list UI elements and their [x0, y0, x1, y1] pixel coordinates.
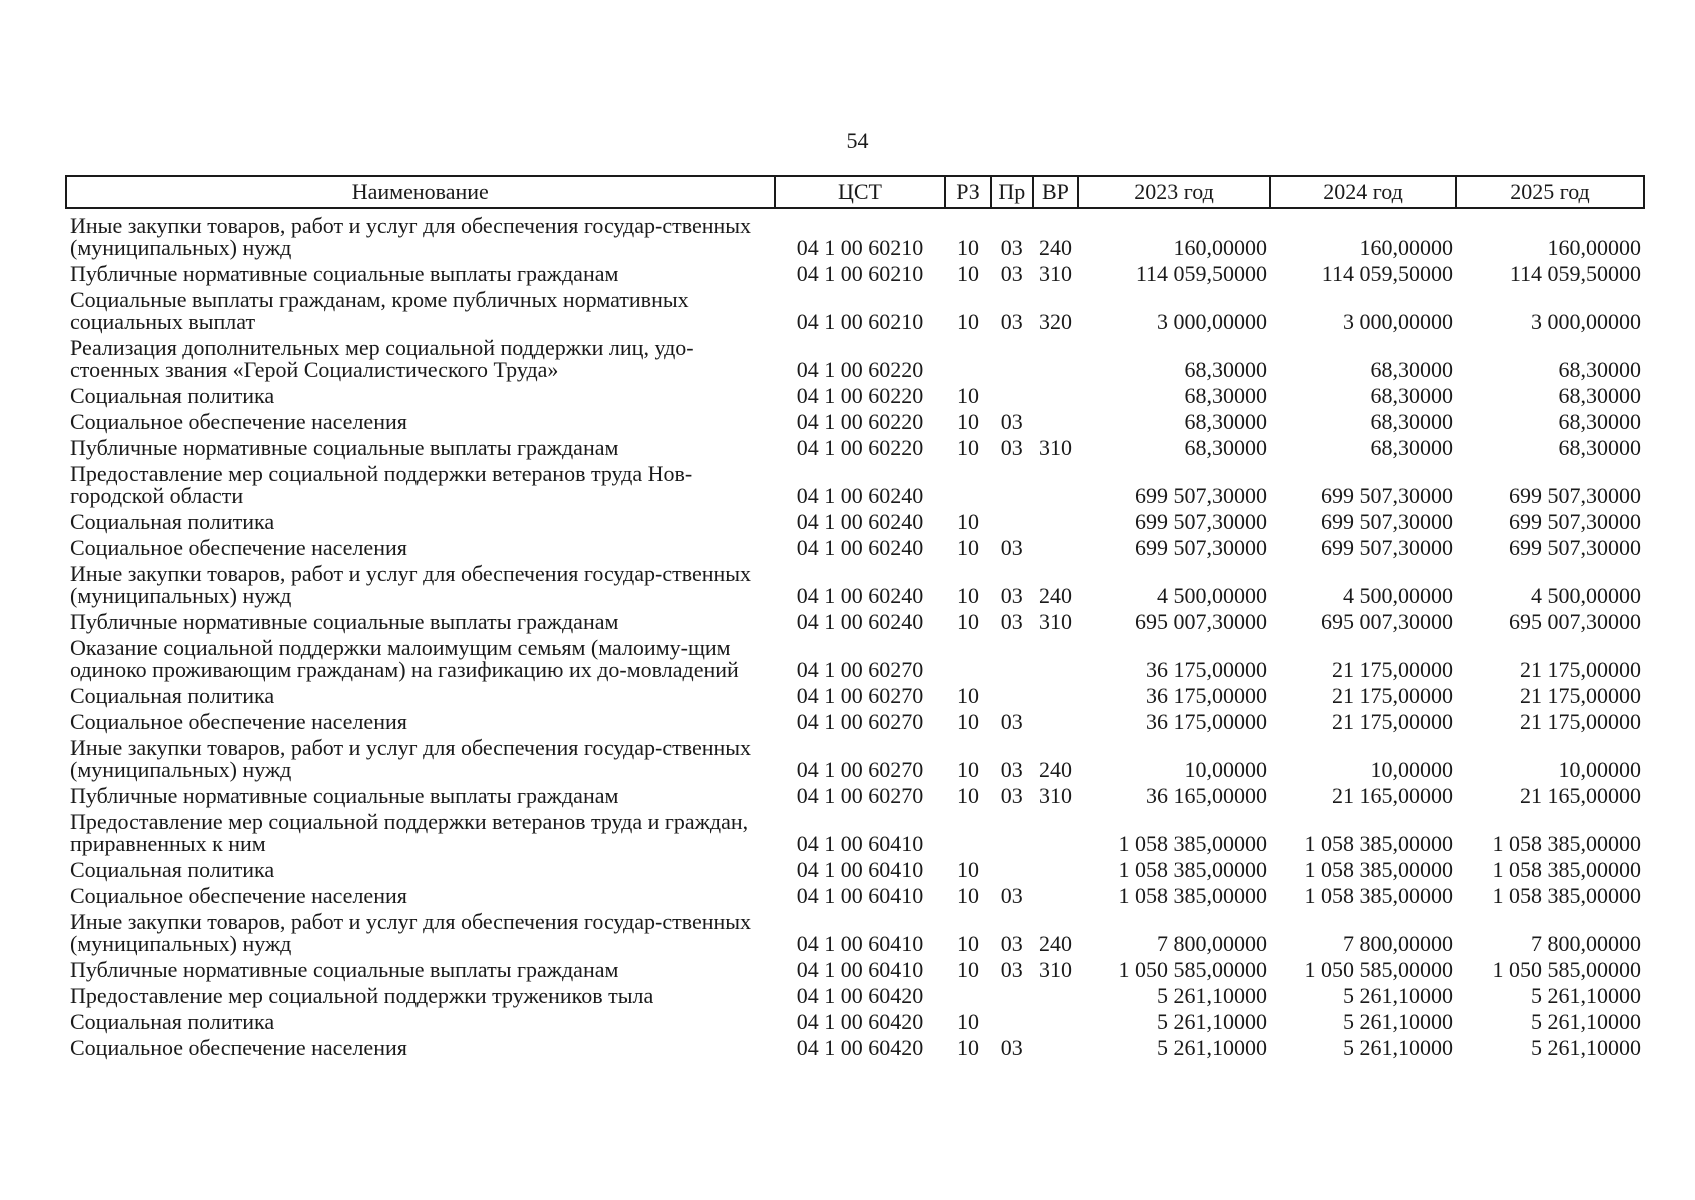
cell-pr	[991, 383, 1033, 409]
table-body	[66, 208, 1644, 1061]
table-header	[66, 176, 1644, 208]
cell-name: Оказание социальной поддержки малоимущим семьям (малоиму-щим одиноко проживающим гражданам) на газификацию их до-мовладений	[70, 635, 739, 682]
cell-pr: 03	[1000, 409, 1023, 434]
cell-2025: 21 175,00000	[1520, 657, 1641, 682]
cell-vr: 310	[1038, 609, 1072, 634]
cell-2024: 1 058 385,00000	[1304, 831, 1453, 856]
table-row	[66, 1035, 1644, 1061]
cell-2023: 68,30000	[1184, 383, 1268, 408]
cell-pr: 03	[1000, 931, 1023, 956]
table-row	[66, 383, 1644, 409]
cell-cst: 04 1 00 60420	[796, 1009, 924, 1034]
cell-vr: 310	[1038, 783, 1072, 808]
cell-pr: 03	[1000, 535, 1023, 560]
cell-vr	[1033, 709, 1078, 735]
cell-vr	[1033, 1009, 1078, 1035]
table-row	[66, 857, 1644, 883]
cell-cst: 04 1 00 60240	[796, 483, 924, 508]
table-row	[66, 683, 1644, 709]
cell-name: Социальное обеспечение населения	[70, 883, 407, 908]
cell-vr: 240	[1038, 235, 1072, 260]
cell-rz	[945, 809, 990, 857]
cell-name: Предоставление мер социальной поддержки ветеранов труда Нов-городской области	[70, 461, 693, 508]
cell-rz: 10	[957, 709, 980, 734]
cell-name: Социальное обеспечение населения	[70, 1035, 407, 1060]
cell-pr	[991, 683, 1033, 709]
cell-2024: 160,00000	[1359, 235, 1453, 260]
cell-2024: 21 175,00000	[1331, 657, 1453, 682]
cell-2024: 68,30000	[1370, 357, 1453, 382]
table-row	[66, 208, 1644, 261]
cell-vr: 320	[1038, 309, 1072, 334]
cell-pr: 03	[1000, 957, 1023, 982]
cell-cst: 04 1 00 60240	[796, 535, 924, 560]
table-row	[66, 535, 1644, 561]
table-row	[66, 261, 1644, 287]
cell-2023: 114 059,50000	[1135, 261, 1268, 286]
cell-2024: 68,30000	[1370, 409, 1453, 434]
cell-pr: 03	[1000, 1035, 1023, 1060]
cell-pr: 03	[1000, 235, 1023, 260]
cell-name: Социальная политика	[70, 509, 275, 534]
cell-cst: 04 1 00 60410	[796, 883, 924, 908]
table-row	[66, 335, 1644, 383]
cell-2024: 5 261,10000	[1342, 1035, 1453, 1060]
cell-2025: 160,00000	[1547, 235, 1641, 260]
table-row	[66, 1009, 1644, 1035]
cell-2024: 695 007,30000	[1320, 609, 1453, 634]
cell-cst: 04 1 00 60410	[796, 831, 924, 856]
cell-cst: 04 1 00 60270	[796, 757, 924, 782]
cell-2023: 5 261,10000	[1157, 1035, 1268, 1060]
cell-rz	[945, 461, 990, 509]
cell-name: Социальные выплаты гражданам, кроме публичных нормативных социальных выплат	[70, 287, 689, 334]
cell-2024: 5 261,10000	[1342, 1009, 1453, 1034]
cell-pr: 03	[1000, 609, 1023, 634]
cell-2023: 36 175,00000	[1146, 709, 1268, 734]
cell-vr	[1033, 383, 1078, 409]
cell-vr	[1033, 1035, 1078, 1061]
cell-cst: 04 1 00 60410	[796, 857, 924, 882]
table-row	[66, 509, 1644, 535]
cell-rz: 10	[957, 309, 980, 334]
cell-rz: 10	[957, 1035, 980, 1060]
cell-cst: 04 1 00 60210	[796, 235, 924, 260]
cell-pr	[991, 461, 1033, 509]
cell-pr: 03	[1000, 757, 1023, 782]
cell-2025: 5 261,10000	[1531, 983, 1641, 1008]
cell-2023: 1 058 385,00000	[1118, 831, 1268, 856]
cell-2025: 21 175,00000	[1520, 709, 1641, 734]
cell-rz: 10	[957, 409, 980, 434]
cell-2023: 699 507,30000	[1135, 535, 1268, 560]
cell-cst: 04 1 00 60240	[796, 583, 924, 608]
cell-2023: 3 000,00000	[1157, 309, 1268, 334]
cell-2024: 1 058 385,00000	[1304, 883, 1453, 908]
cell-cst: 04 1 00 60240	[796, 509, 924, 534]
cell-pr: 03	[1000, 709, 1023, 734]
cell-vr	[1033, 335, 1078, 383]
cell-cst: 04 1 00 60270	[796, 683, 924, 708]
cell-2024: 10,00000	[1370, 757, 1453, 782]
cell-2025: 5 261,10000	[1531, 1009, 1641, 1034]
cell-2023: 699 507,30000	[1135, 509, 1268, 534]
cell-vr	[1033, 883, 1078, 909]
cell-pr: 03	[1000, 435, 1023, 460]
table-row	[66, 561, 1644, 609]
budget-table	[65, 175, 1645, 1061]
cell-pr	[991, 635, 1033, 683]
cell-2023: 695 007,30000	[1135, 609, 1268, 634]
cell-pr	[991, 857, 1033, 883]
cell-vr: 310	[1038, 261, 1072, 286]
cell-rz: 10	[957, 609, 980, 634]
cell-cst: 04 1 00 60210	[796, 261, 924, 286]
table-row	[66, 287, 1644, 335]
cell-2025: 699 507,30000	[1509, 535, 1641, 560]
cell-rz: 10	[957, 883, 980, 908]
table-row	[66, 983, 1644, 1009]
cell-2024: 4 500,00000	[1342, 583, 1453, 608]
cell-vr: 310	[1038, 957, 1072, 982]
cell-2023: 699 507,30000	[1135, 483, 1268, 508]
cell-cst: 04 1 00 60240	[796, 609, 924, 634]
cell-name: Публичные нормативные социальные выплаты гражданам	[70, 957, 619, 982]
cell-vr: 310	[1038, 435, 1072, 460]
cell-rz: 10	[957, 383, 980, 408]
cell-2024: 1 058 385,00000	[1304, 857, 1453, 882]
table-row	[66, 635, 1644, 683]
cell-rz: 10	[957, 783, 980, 808]
cell-rz: 10	[957, 857, 980, 882]
cell-rz: 10	[957, 931, 980, 956]
page-number: 54	[846, 128, 869, 153]
cell-rz: 10	[957, 261, 980, 286]
cell-cst: 04 1 00 60410	[796, 957, 924, 982]
cell-rz	[945, 335, 990, 383]
cell-pr	[991, 983, 1033, 1009]
cell-cst: 04 1 00 60220	[796, 357, 924, 382]
header-2023: 2023 год	[1078, 176, 1270, 208]
cell-pr: 03	[1000, 261, 1023, 286]
cell-rz: 10	[957, 683, 980, 708]
cell-2024: 21 175,00000	[1331, 709, 1453, 734]
cell-vr	[1033, 509, 1078, 535]
cell-2024: 114 059,50000	[1321, 261, 1453, 286]
table-row	[66, 461, 1644, 509]
cell-name: Социальное обеспечение населения	[70, 409, 407, 434]
cell-2024: 68,30000	[1370, 383, 1453, 408]
cell-vr	[1033, 857, 1078, 883]
cell-vr	[1033, 809, 1078, 857]
cell-2025: 4 500,00000	[1531, 583, 1641, 608]
cell-name: Иные закупки товаров, работ и услуг для обеспечения государ-ственных (муниципальных) нужд	[70, 735, 752, 782]
cell-2024: 21 175,00000	[1331, 683, 1453, 708]
cell-name: Публичные нормативные социальные выплаты гражданам	[70, 435, 619, 460]
cell-vr	[1033, 683, 1078, 709]
cell-cst: 04 1 00 60420	[796, 983, 924, 1008]
table-row	[66, 909, 1644, 957]
cell-rz: 10	[957, 435, 980, 460]
cell-name: Социальная политика	[70, 1009, 275, 1034]
cell-name: Иные закупки товаров, работ и услуг для обеспечения государ-ственных (муниципальных) нужд	[70, 561, 752, 608]
cell-cst: 04 1 00 60220	[796, 409, 924, 434]
cell-2023: 5 261,10000	[1157, 983, 1268, 1008]
cell-2025: 699 507,30000	[1509, 509, 1641, 534]
cell-pr: 03	[1000, 309, 1023, 334]
cell-2024: 7 800,00000	[1342, 931, 1453, 956]
cell-cst: 04 1 00 60210	[796, 309, 924, 334]
cell-cst: 04 1 00 60270	[796, 709, 924, 734]
cell-2025: 21 165,00000	[1520, 783, 1641, 808]
cell-2023: 160,00000	[1173, 235, 1268, 260]
cell-name: Социальная политика	[70, 383, 275, 408]
cell-rz	[945, 635, 990, 683]
cell-2025: 1 058 385,00000	[1492, 857, 1641, 882]
cell-vr: 240	[1038, 583, 1072, 608]
cell-2024: 1 050 585,00000	[1304, 957, 1453, 982]
table-row	[66, 409, 1644, 435]
cell-name: Иные закупки товаров, работ и услуг для обеспечения государ-ственных (муниципальных) нужд	[70, 909, 752, 956]
cell-pr: 03	[1000, 783, 1023, 808]
header-2025: 2025 год	[1456, 176, 1644, 208]
cell-2023: 36 175,00000	[1146, 683, 1268, 708]
cell-2024: 699 507,30000	[1320, 509, 1453, 534]
cell-pr: 03	[1000, 883, 1023, 908]
cell-2025: 7 800,00000	[1531, 931, 1641, 956]
cell-2023: 1 058 385,00000	[1118, 857, 1268, 882]
cell-2025: 1 050 585,00000	[1492, 957, 1641, 982]
cell-rz: 10	[957, 583, 980, 608]
cell-2024: 699 507,30000	[1320, 483, 1453, 508]
cell-2023: 7 800,00000	[1157, 931, 1268, 956]
cell-2025: 68,30000	[1558, 357, 1641, 382]
cell-2025: 1 058 385,00000	[1492, 883, 1641, 908]
cell-name: Социальная политика	[70, 857, 275, 882]
table-row	[66, 735, 1644, 783]
header-row	[66, 176, 1644, 208]
table-row	[66, 435, 1644, 461]
table-row	[66, 883, 1644, 909]
table-row	[66, 957, 1644, 983]
cell-rz: 10	[957, 509, 980, 534]
cell-rz: 10	[957, 957, 980, 982]
cell-pr	[991, 1009, 1033, 1035]
cell-name: Публичные нормативные социальные выплаты гражданам	[70, 783, 619, 808]
cell-name: Публичные нормативные социальные выплаты гражданам	[70, 609, 619, 634]
cell-name: Социальное обеспечение населения	[70, 709, 407, 734]
cell-2024: 68,30000	[1370, 435, 1453, 460]
cell-vr	[1033, 409, 1078, 435]
header-2024: 2024 год	[1270, 176, 1456, 208]
cell-vr: 240	[1038, 931, 1072, 956]
header-rz: РЗ	[945, 176, 990, 208]
cell-cst: 04 1 00 60420	[796, 1035, 924, 1060]
cell-2025: 10,00000	[1558, 757, 1641, 782]
cell-name: Предоставление мер социальной поддержки тружеников тыла	[70, 983, 654, 1008]
cell-2023: 1 050 585,00000	[1118, 957, 1268, 982]
cell-cst: 04 1 00 60220	[796, 383, 924, 408]
header-cst: ЦСТ	[775, 176, 946, 208]
cell-cst: 04 1 00 60220	[796, 435, 924, 460]
cell-2023: 68,30000	[1184, 409, 1268, 434]
cell-rz	[945, 983, 990, 1009]
cell-2023: 4 500,00000	[1157, 583, 1268, 608]
cell-vr	[1033, 983, 1078, 1009]
cell-cst: 04 1 00 60410	[796, 931, 924, 956]
header-vr: ВР	[1033, 176, 1078, 208]
cell-2025: 699 507,30000	[1509, 483, 1641, 508]
cell-2025: 695 007,30000	[1509, 609, 1641, 634]
cell-2023: 36 175,00000	[1146, 657, 1268, 682]
cell-2024: 5 261,10000	[1342, 983, 1453, 1008]
cell-name: Социальное обеспечение населения	[70, 535, 407, 560]
cell-2023: 36 165,00000	[1146, 783, 1268, 808]
cell-2025: 21 175,00000	[1520, 683, 1641, 708]
table-row	[66, 609, 1644, 635]
cell-2023: 10,00000	[1184, 757, 1268, 782]
cell-cst: 04 1 00 60270	[796, 783, 924, 808]
cell-rz: 10	[957, 235, 980, 260]
cell-cst: 04 1 00 60270	[796, 657, 924, 682]
cell-vr	[1033, 461, 1078, 509]
cell-rz: 10	[957, 757, 980, 782]
cell-name: Публичные нормативные социальные выплаты гражданам	[70, 261, 619, 286]
header-name: Наименование	[66, 176, 775, 208]
cell-2025: 3 000,00000	[1531, 309, 1641, 334]
cell-vr	[1033, 535, 1078, 561]
header-pr: Пр	[991, 176, 1033, 208]
cell-2025: 68,30000	[1558, 383, 1641, 408]
cell-pr: 03	[1000, 583, 1023, 608]
cell-2024: 699 507,30000	[1320, 535, 1453, 560]
cell-2024: 21 165,00000	[1331, 783, 1453, 808]
cell-rz: 10	[957, 1009, 980, 1034]
cell-pr	[991, 809, 1033, 857]
cell-name: Социальная политика	[70, 683, 275, 708]
table-row	[66, 709, 1644, 735]
cell-name: Реализация дополнительных мер социальной поддержки лиц, удо-стоенных звания «Герой Социалистического Труда»	[70, 335, 694, 382]
cell-2025: 1 058 385,00000	[1492, 831, 1641, 856]
cell-name: Предоставление мер социальной поддержки ветеранов труда и граждан, приравненных к ним	[70, 809, 749, 856]
cell-2023: 5 261,10000	[1157, 1009, 1268, 1034]
table-row	[66, 783, 1644, 809]
cell-2025: 114 059,50000	[1509, 261, 1641, 286]
cell-pr	[991, 335, 1033, 383]
cell-2025: 5 261,10000	[1531, 1035, 1641, 1060]
cell-2023: 68,30000	[1184, 435, 1268, 460]
cell-pr	[991, 509, 1033, 535]
cell-2025: 68,30000	[1558, 435, 1641, 460]
cell-vr	[1033, 635, 1078, 683]
table-row	[66, 809, 1644, 857]
cell-2025: 68,30000	[1558, 409, 1641, 434]
cell-rz: 10	[957, 535, 980, 560]
cell-vr: 240	[1038, 757, 1072, 782]
cell-2023: 68,30000	[1184, 357, 1268, 382]
cell-2024: 3 000,00000	[1342, 309, 1453, 334]
cell-2023: 1 058 385,00000	[1118, 883, 1268, 908]
cell-name: Иные закупки товаров, работ и услуг для обеспечения государ-ственных (муниципальных) нужд	[70, 213, 752, 260]
